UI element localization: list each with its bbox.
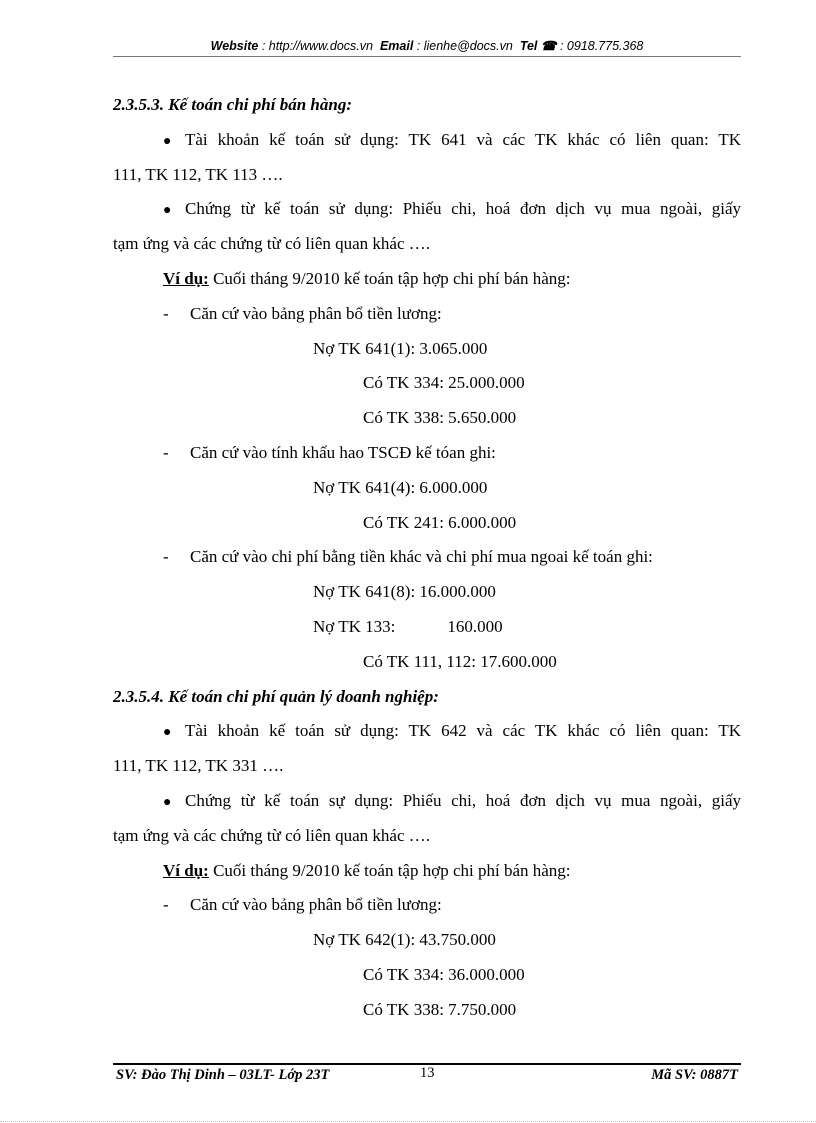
journal-entry-debit: Nợ TK 641(4): 6.000.000 xyxy=(313,477,488,497)
journal-entry-credit: Có TK 334: 25.000.000 xyxy=(363,373,525,393)
bullet-documents-continuation: tạm ứng và các chứng từ có liên quan khác …. xyxy=(113,825,431,845)
tel-value: : 0918.775.368 xyxy=(559,39,644,53)
journal-entry-debit: Nợ TK 642(1): 43.750.000 xyxy=(313,930,496,950)
dash-item: - Căn cứ vào chi phí bằng tiền khác và chi phí mua ngoai kế toán ghi: xyxy=(113,540,741,575)
bullet-icon: ● xyxy=(163,725,172,741)
bullet-icon: ● xyxy=(163,794,172,810)
journal-entry-credit: Có TK 334: 36.000.000 xyxy=(363,964,525,984)
section-heading-admin-expenses: 2.3.5.4. Kế toán chi phí quản lý doanh nghiệp: xyxy=(113,686,439,706)
tel-label: Tel ☎ xyxy=(519,39,557,53)
journal-entry-credit: Có TK 338: 5.650.000 xyxy=(363,408,517,428)
bullet-documents-continuation: tạm ứng và các chứng từ có liên quan khác …. xyxy=(113,234,431,254)
journal-entry-credit: Có TK 111, 112: 17.600.000 xyxy=(363,651,557,671)
header-divider xyxy=(113,56,741,57)
page-header xyxy=(113,38,741,53)
document-body xyxy=(113,88,741,1028)
example-line: Ví dụ: Cuối tháng 9/2010 kế toán tập hợp chi phí bán hàng: xyxy=(163,268,571,288)
email-label: Email xyxy=(379,39,414,53)
bullet-accounts-continuation: 111, TK 112, TK 113 …. xyxy=(113,164,283,184)
dash-icon: - xyxy=(163,895,169,915)
footer-student: SV: Đào Thị Dinh – 03LT- Lớp 23T xyxy=(116,1067,330,1083)
dash-icon: - xyxy=(163,442,169,462)
website-label: Website xyxy=(210,39,259,53)
bullet-documents-line: ● Chứng từ kế toán sự dụng: Phiếu chi, hoá đơn dịch vụ mua ngoài, giấy xyxy=(113,784,741,819)
journal-entry-credit: Có TK 241: 6.000.000 xyxy=(363,512,517,532)
bullet-accounts-continuation: 111, TK 112, TK 331 …. xyxy=(113,756,284,776)
example-line: Ví dụ: Cuối tháng 9/2010 kế toán tập hợp chi phí bán hàng: xyxy=(163,860,571,880)
example-label: Ví dụ: xyxy=(163,860,209,880)
journal-entry-credit: Có TK 338: 7.750.000 xyxy=(363,999,517,1019)
dash-icon: - xyxy=(163,547,169,567)
journal-entry-debit: Nợ TK 133: 160.000 xyxy=(313,616,503,636)
footer-student-id: Mã SV: 0887T xyxy=(651,1067,738,1083)
page-footer xyxy=(113,1067,741,1089)
section-heading-selling-expenses: 2.3.5.3. Kế toán chi phí bán hàng: xyxy=(113,95,352,114)
bullet-icon: ● xyxy=(163,133,172,149)
page-number: 13 xyxy=(420,1065,435,1081)
dash-icon: - xyxy=(163,303,169,323)
dash-item: - Căn cứ vào bảng phân bổ tiền lương: xyxy=(113,297,741,332)
example-label: Ví dụ: xyxy=(163,268,209,288)
bullet-documents-line: ● Chứng từ kế toán sử dụng: Phiếu chi, hoá đơn dịch vụ mua ngoài, giấy xyxy=(113,192,741,227)
bullet-icon: ● xyxy=(163,203,172,219)
email-value: : lienhe@docs.vn xyxy=(416,39,513,53)
dash-item: - Căn cứ vào bảng phân bổ tiền lương: xyxy=(113,888,741,923)
bullet-accounts-line: ● Tài khoản kế toán sử dụng: TK 641 và các TK khác có liên quan: TK xyxy=(113,123,741,158)
website-url: : http://www.docs.vn xyxy=(261,39,373,53)
bullet-accounts-line: ● Tài khoản kế toán sử dụng: TK 642 và các TK khác có liên quan: TK xyxy=(113,714,741,749)
dash-item: - Căn cứ vào tính khấu hao TSCĐ kế tóan ghi: xyxy=(113,436,741,471)
journal-entry-debit: Nợ TK 641(8): 16.000.000 xyxy=(313,582,496,602)
journal-entry-debit: Nợ TK 641(1): 3.065.000 xyxy=(313,338,488,358)
page-edge xyxy=(0,1121,816,1122)
